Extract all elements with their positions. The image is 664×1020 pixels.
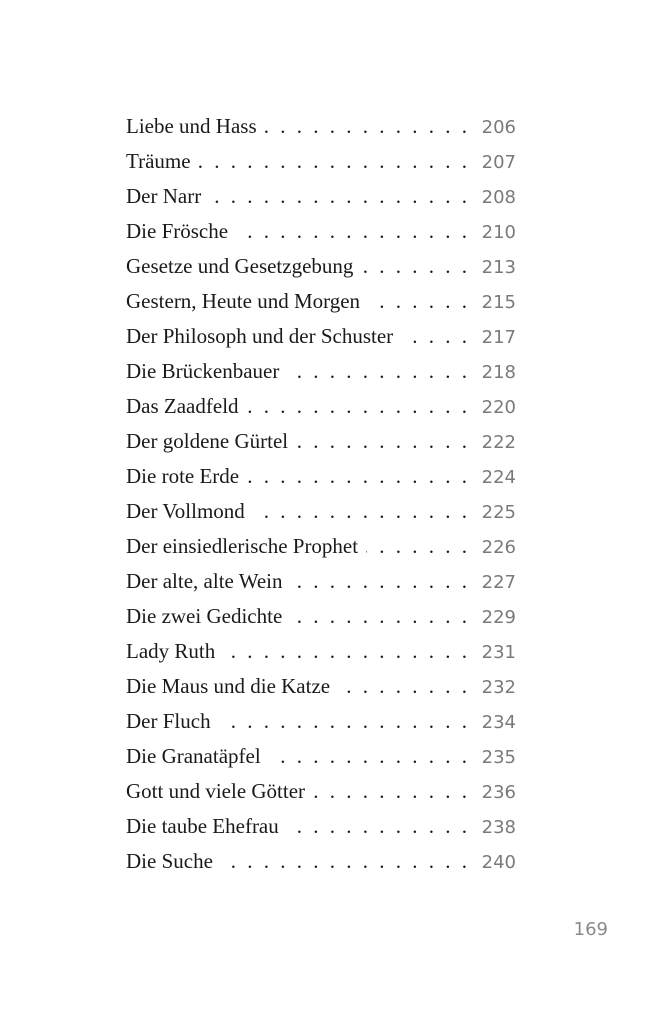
toc-dot-leader [199, 149, 470, 174]
toc-entry-title: Die Granatäpfel [126, 744, 261, 768]
toc-entry-title: Der Narr [126, 184, 202, 208]
toc-entry [126, 639, 516, 674]
toc-entry [126, 674, 516, 709]
toc-dot-leader [361, 254, 470, 279]
toc-entry [126, 499, 516, 534]
toc-entry [126, 464, 516, 499]
toc-entry-page: 208 [481, 187, 516, 208]
toc-entry [126, 744, 516, 779]
toc-entry [126, 429, 516, 464]
toc-dot-leader [368, 289, 470, 314]
toc-entry [126, 814, 516, 849]
toc-entry [126, 289, 516, 324]
toc-entry-title: Die Maus und die Katze [126, 674, 331, 698]
toc-entry-title: Der goldene Gürtel [126, 429, 289, 453]
toc-entry-page: 207 [481, 152, 516, 173]
toc-entry [126, 359, 516, 394]
toc-entry-title: Die taube Ehefrau [126, 814, 279, 838]
toc-entry-title: Die rote Erde [126, 464, 240, 488]
toc-entry-title: Der Fluch [126, 709, 211, 733]
toc-dot-leader [253, 499, 470, 524]
toc-entry-title: Gott und viele Götter [126, 779, 306, 803]
toc-entry-page: 231 [481, 642, 516, 663]
toc-entry [126, 149, 516, 184]
toc-entry [126, 604, 516, 639]
toc-entry-page: 217 [481, 327, 516, 348]
toc-dot-leader [401, 324, 470, 349]
toc-entry [126, 219, 516, 254]
toc-entry-title: Die Frösche [126, 219, 229, 243]
toc-entry-page: 227 [481, 572, 516, 593]
toc-entry [126, 569, 516, 604]
toc-entry-page: 206 [481, 117, 516, 138]
toc-entry-page: 210 [481, 222, 516, 243]
toc-entry-title: Der alte, alte Wein [126, 569, 283, 593]
toc-dot-leader [221, 849, 470, 874]
toc-entry-title: Das Zaadfeld [126, 394, 239, 418]
toc-entry-page: 238 [481, 817, 516, 838]
toc-entry [126, 394, 516, 429]
toc-dot-leader [291, 569, 470, 594]
toc-dot-leader [223, 639, 470, 664]
table-of-contents [126, 114, 516, 884]
toc-entry-title: Gestern, Heute und Morgen [126, 289, 361, 313]
toc-entry-page: 240 [481, 852, 516, 873]
page-number: 169 [573, 919, 608, 940]
toc-entry-title: Die Brückenbauer [126, 359, 280, 383]
toc-entry-title: Der Vollmond [126, 499, 245, 523]
toc-entry-title: Liebe und Hass [126, 114, 257, 138]
toc-dot-leader [209, 184, 470, 209]
toc-entry [126, 849, 516, 884]
toc-dot-leader [296, 429, 470, 454]
toc-entry-title: Der Philosoph und der Schuster [126, 324, 394, 348]
toc-entry-page: 220 [481, 397, 516, 418]
toc-dot-leader [247, 394, 470, 419]
toc-entry-page: 226 [481, 537, 516, 558]
toc-entry-title: Lady Ruth [126, 639, 216, 663]
toc-entry [126, 324, 516, 359]
toc-entry-title: Träume [126, 149, 191, 173]
toc-entry-page: 232 [481, 677, 516, 698]
toc-entry [126, 114, 516, 149]
toc-dot-leader [366, 534, 470, 559]
toc-entry-page: 215 [481, 292, 516, 313]
toc-dot-leader [219, 709, 470, 734]
toc-dot-leader [265, 114, 470, 139]
toc-dot-leader [338, 674, 470, 699]
toc-entry-title: Die zwei Gedichte [126, 604, 283, 628]
toc-dot-leader [269, 744, 470, 769]
toc-entry-page: 229 [481, 607, 516, 628]
toc-entry [126, 779, 516, 814]
toc-entry [126, 254, 516, 289]
toc-dot-leader [236, 219, 470, 244]
toc-entry-title: Die Suche [126, 849, 213, 873]
toc-entry-title: Der einsiedlerische Prophet [126, 534, 359, 558]
toc-dot-leader [287, 359, 470, 384]
toc-dot-leader [247, 464, 470, 489]
toc-entry [126, 709, 516, 744]
toc-entry-title: Gesetze und Gesetzgebung [126, 254, 354, 278]
toc-entry-page: 225 [481, 502, 516, 523]
toc-dot-leader [287, 814, 470, 839]
toc-entry-page: 222 [481, 432, 516, 453]
toc-entry [126, 184, 516, 219]
toc-entry-page: 224 [481, 467, 516, 488]
toc-entry-page: 234 [481, 712, 516, 733]
toc-entry-page: 235 [481, 747, 516, 768]
toc-entry-page: 236 [481, 782, 516, 803]
toc-dot-leader [313, 779, 470, 804]
toc-dot-leader [290, 604, 470, 629]
toc-entry [126, 534, 516, 569]
toc-entry-page: 213 [481, 257, 516, 278]
toc-entry-page: 218 [481, 362, 516, 383]
